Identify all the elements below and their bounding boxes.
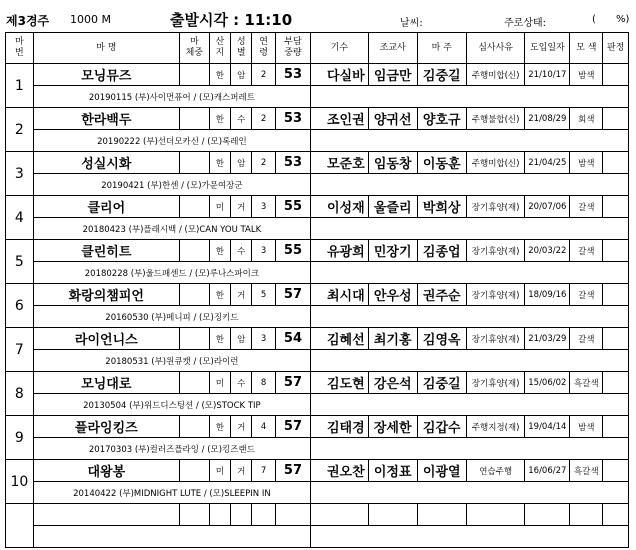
jockey-cell: 권오찬: [311, 460, 369, 482]
entry-row-main: [6, 284, 629, 306]
entry-row-main: [6, 416, 629, 438]
coat-cell: 밤색: [570, 64, 603, 86]
weather-label: 날씨:: [400, 18, 423, 29]
entry-row-pedigree: [6, 218, 629, 240]
burden-weight-cell: 54: [275, 328, 310, 350]
age-cell: 5: [252, 284, 275, 306]
entry-number: 6: [6, 284, 34, 328]
empty-cell: [368, 504, 417, 526]
empty-cell: [603, 504, 629, 526]
judgement-cell: [603, 460, 629, 482]
coat-cell: 흑갈색: [570, 460, 603, 482]
trainer-cell: 강은석: [368, 372, 417, 394]
trainer-cell: 임동창: [368, 152, 417, 174]
entry-row-main: [6, 372, 629, 394]
age-cell: 2: [252, 64, 275, 86]
col-age: 연 령: [252, 33, 275, 64]
entry-row-main: [6, 328, 629, 350]
origin-cell: 미: [209, 372, 230, 394]
col-horse-weight: 마 체중: [179, 33, 209, 64]
burden-weight-cell: 55: [275, 196, 310, 218]
empty-cell: [209, 504, 230, 526]
pedigree-cell: 20190222 (부)선더모카신 / (모)록레인: [33, 130, 310, 152]
owner-cell: 박희상: [417, 196, 466, 218]
empty-cell: [417, 504, 466, 526]
entry-number: 3: [6, 152, 34, 196]
col-coat: 모 색: [570, 33, 603, 64]
race-distance: 1000 M: [70, 13, 111, 26]
entry-row-pedigree: [6, 306, 629, 328]
race-header: [0, 0, 636, 32]
empty-number-cell: [6, 504, 34, 548]
empty-cell: [466, 504, 525, 526]
reason-cell: 장기휴양(재): [466, 372, 525, 394]
owner-cell: 양호규: [417, 108, 466, 130]
entry-row-pedigree: [6, 438, 629, 460]
entry-row-pedigree: [6, 86, 629, 108]
empty-cell: [231, 504, 252, 526]
jockey-cell: 최시대: [311, 284, 369, 306]
sex-cell: 거: [231, 460, 252, 482]
coat-cell: 밤색: [570, 152, 603, 174]
import-date-cell: 18/09/16: [525, 284, 570, 306]
pedigree-cell: 20160530 (부)메니피 / (모)징키드: [33, 306, 310, 328]
reason-cell: 연습주행: [466, 460, 525, 482]
origin-cell: 한: [209, 328, 230, 350]
entry-number: 7: [6, 328, 34, 372]
burden-weight-cell: 53: [275, 152, 310, 174]
col-burden-weight: 부담 중량: [275, 33, 310, 64]
empty-cell: [252, 504, 275, 526]
horse-name: 플라잉킹즈: [33, 416, 179, 438]
empty-cell: [33, 504, 179, 526]
moisture-percent: %): [616, 14, 630, 25]
empty-row: [6, 504, 629, 526]
trainer-cell: 울즐리: [368, 196, 417, 218]
owner-cell: 권주순: [417, 284, 466, 306]
horse-weight-cell: [179, 240, 209, 262]
judgement-cell: [603, 152, 629, 174]
entry-number: 4: [6, 196, 34, 240]
reason-cell: 장기휴양(재): [466, 196, 525, 218]
burden-weight-cell: 57: [275, 416, 310, 438]
reason-cell: 장기휴양(재): [466, 328, 525, 350]
owner-cell: 이동훈: [417, 152, 466, 174]
jockey-cell: 이성재: [311, 196, 369, 218]
import-date-cell: 21/10/17: [525, 64, 570, 86]
pedigree-cell: 20140422 (부)MIDNIGHT LUTE / (모)SLEEPIN IN: [33, 482, 310, 504]
owner-cell: 김중길: [417, 64, 466, 86]
burden-weight-cell: 57: [275, 372, 310, 394]
entry-row-main: [6, 240, 629, 262]
empty-cell: [33, 526, 310, 548]
entry-row-pedigree: [6, 482, 629, 504]
entry-number: 2: [6, 108, 34, 152]
judgement-cell: [603, 284, 629, 306]
reason-cell: 장기휴양(재): [466, 284, 525, 306]
owner-cell: 김중길: [417, 372, 466, 394]
horse-weight-cell: [179, 284, 209, 306]
horse-weight-cell: [179, 372, 209, 394]
horse-weight-cell: [179, 64, 209, 86]
import-date-cell: 21/03/29: [525, 328, 570, 350]
coat-cell: 회색: [570, 108, 603, 130]
empty-cell: [525, 504, 570, 526]
entry-row-pedigree: [6, 394, 629, 416]
import-date-cell: 21/04/25: [525, 152, 570, 174]
owner-cell: 김영옥: [417, 328, 466, 350]
horse-weight-cell: [179, 196, 209, 218]
horse-name: 성실시화: [33, 152, 179, 174]
coat-cell: 갈색: [570, 284, 603, 306]
sex-cell: 거: [231, 196, 252, 218]
reason-cell: 주행불합(신): [466, 108, 525, 130]
burden-weight-cell: 57: [275, 284, 310, 306]
age-cell: 4: [252, 416, 275, 438]
entry-row-pedigree: [6, 350, 629, 372]
age-cell: 3: [252, 240, 275, 262]
col-reason: 심사사유: [466, 33, 525, 64]
horse-name: 한라백두: [33, 108, 179, 130]
trainer-cell: 최기홍: [368, 328, 417, 350]
trainer-cell: 장세한: [368, 416, 417, 438]
pedigree-blank-cell: [311, 482, 629, 504]
burden-weight-cell: 53: [275, 108, 310, 130]
origin-cell: 미: [209, 196, 230, 218]
sex-cell: 암: [231, 64, 252, 86]
pedigree-blank-cell: [311, 218, 629, 240]
horse-name: 클리어: [33, 196, 179, 218]
pedigree-cell: 20180423 (부)플래시백 / (모)CAN YOU TALK: [33, 218, 310, 240]
pedigree-blank-cell: [311, 130, 629, 152]
sex-cell: 수: [231, 240, 252, 262]
judgement-cell: [603, 240, 629, 262]
entry-number: 8: [6, 372, 34, 416]
import-date-cell: 20/07/06: [525, 196, 570, 218]
entry-row-main: [6, 64, 629, 86]
entry-row-pedigree: [6, 262, 629, 284]
pedigree-blank-cell: [311, 438, 629, 460]
jockey-cell: 모준호: [311, 152, 369, 174]
entry-number: 1: [6, 64, 34, 108]
pedigree-cell: 20130504 (부)위드디스팅션 / (모)STOCK TIP: [33, 394, 310, 416]
import-date-cell: 16/06/27: [525, 460, 570, 482]
col-import-date: 도입일자: [525, 33, 570, 64]
origin-cell: 한: [209, 64, 230, 86]
col-owner: 마 주: [417, 33, 466, 64]
pedigree-blank-cell: [311, 306, 629, 328]
horse-name: 클린히트: [33, 240, 179, 262]
pedigree-cell: 20190115 (부)사이먼퓨어 / (모)캐스퍼레트: [33, 86, 310, 108]
owner-cell: 김종업: [417, 240, 466, 262]
origin-cell: 한: [209, 240, 230, 262]
horse-name: 화랑의챔피언: [33, 284, 179, 306]
empty-cell: [311, 504, 369, 526]
col-judgement: 판정: [603, 33, 629, 64]
empty-cell: [275, 504, 310, 526]
entry-number: 9: [6, 416, 34, 460]
col-sex: 성 별: [231, 33, 252, 64]
import-date-cell: 21/08/29: [525, 108, 570, 130]
col-trainer: 조교사: [368, 33, 417, 64]
pedigree-cell: 20170303 (부)컬러즈플라잉 / (모)킹즈랜드: [33, 438, 310, 460]
pedigree-blank-cell: [311, 350, 629, 372]
horse-weight-cell: [179, 108, 209, 130]
origin-cell: 한: [209, 152, 230, 174]
jockey-cell: 유광희: [311, 240, 369, 262]
table-header-row: [6, 33, 629, 64]
jockey-cell: 김혜선: [311, 328, 369, 350]
col-horse-name: 마 명: [33, 33, 179, 64]
horse-weight-cell: [179, 416, 209, 438]
pedigree-blank-cell: [311, 174, 629, 196]
entry-row-pedigree: [6, 174, 629, 196]
sex-cell: 수: [231, 108, 252, 130]
jockey-cell: 김도현: [311, 372, 369, 394]
trainer-cell: 이정표: [368, 460, 417, 482]
horse-name: 모닝뮤즈: [33, 64, 179, 86]
import-date-cell: 20/03/22: [525, 240, 570, 262]
trainer-cell: 양귀선: [368, 108, 417, 130]
sex-cell: 수: [231, 372, 252, 394]
horse-name: 대왕봉: [33, 460, 179, 482]
horse-name: 라이언니스: [33, 328, 179, 350]
age-cell: 8: [252, 372, 275, 394]
horse-weight-cell: [179, 460, 209, 482]
age-cell: 7: [252, 460, 275, 482]
judgement-cell: [603, 108, 629, 130]
empty-cell: [179, 504, 209, 526]
judgement-cell: [603, 64, 629, 86]
entry-row-pedigree: [6, 130, 629, 152]
coat-cell: 갈색: [570, 328, 603, 350]
origin-cell: 한: [209, 416, 230, 438]
age-cell: 2: [252, 108, 275, 130]
entry-number: 5: [6, 240, 34, 284]
origin-cell: 한: [209, 284, 230, 306]
horse-weight-cell: [179, 328, 209, 350]
sex-cell: 암: [231, 152, 252, 174]
sex-cell: 거: [231, 416, 252, 438]
judgement-cell: [603, 372, 629, 394]
trainer-cell: 민장기: [368, 240, 417, 262]
origin-cell: 미: [209, 460, 230, 482]
col-number: 마 번: [6, 33, 34, 64]
import-date-cell: 19/04/14: [525, 416, 570, 438]
age-cell: 2: [252, 152, 275, 174]
pedigree-blank-cell: [311, 394, 629, 416]
burden-weight-cell: 57: [275, 460, 310, 482]
entry-row-main: [6, 196, 629, 218]
horse-weight-cell: [179, 152, 209, 174]
coat-cell: 흑갈색: [570, 372, 603, 394]
burden-weight-cell: 55: [275, 240, 310, 262]
origin-cell: 한: [209, 108, 230, 130]
pedigree-cell: 20190421 (부)한센 / (모)가문여장군: [33, 174, 310, 196]
jockey-cell: 다실바: [311, 64, 369, 86]
jockey-cell: 김태경: [311, 416, 369, 438]
age-cell: 3: [252, 328, 275, 350]
judgement-cell: [603, 196, 629, 218]
trainer-cell: 임금만: [368, 64, 417, 86]
coat-cell: 갈색: [570, 196, 603, 218]
entry-row-main: [6, 460, 629, 482]
reason-cell: 주행지정(재): [466, 416, 525, 438]
pedigree-blank-cell: [311, 86, 629, 108]
empty-row: [6, 526, 629, 548]
owner-cell: 이광열: [417, 460, 466, 482]
track-condition-label: 주로상태:: [504, 18, 547, 29]
entries-body: [6, 64, 629, 548]
entry-row-main: [6, 152, 629, 174]
entry-row-main: [6, 108, 629, 130]
empty-cell: [570, 504, 603, 526]
burden-weight-cell: 53: [275, 64, 310, 86]
horse-name: 모닝대로: [33, 372, 179, 394]
entry-table: [5, 32, 629, 548]
pedigree-blank-cell: [311, 262, 629, 284]
pedigree-cell: 20180531 (부)원큐캣 / (모)라이런: [33, 350, 310, 372]
judgement-cell: [603, 416, 629, 438]
sex-cell: 암: [231, 328, 252, 350]
start-time: 출발시각 : 11:10: [170, 11, 293, 29]
coat-cell: 갈색: [570, 240, 603, 262]
pedigree-cell: 20180228 (부)울드패센드 / (모)루나스파이크: [33, 262, 310, 284]
moisture-open-paren: (: [592, 14, 596, 25]
owner-cell: 김갑수: [417, 416, 466, 438]
coat-cell: 밤색: [570, 416, 603, 438]
sex-cell: 거: [231, 284, 252, 306]
race-number: 제3경주: [6, 14, 50, 28]
empty-cell: [311, 526, 629, 548]
trainer-cell: 안우성: [368, 284, 417, 306]
age-cell: 3: [252, 196, 275, 218]
entry-number: 10: [6, 460, 34, 504]
import-date-cell: 15/06/02: [525, 372, 570, 394]
judgement-cell: [603, 328, 629, 350]
jockey-cell: 조인권: [311, 108, 369, 130]
col-jockey: 기수: [311, 33, 369, 64]
reason-cell: 주행미합(신): [466, 152, 525, 174]
col-origin: 산 지: [209, 33, 230, 64]
reason-cell: 장기휴양(재): [466, 240, 525, 262]
reason-cell: 주행미합(신): [466, 64, 525, 86]
